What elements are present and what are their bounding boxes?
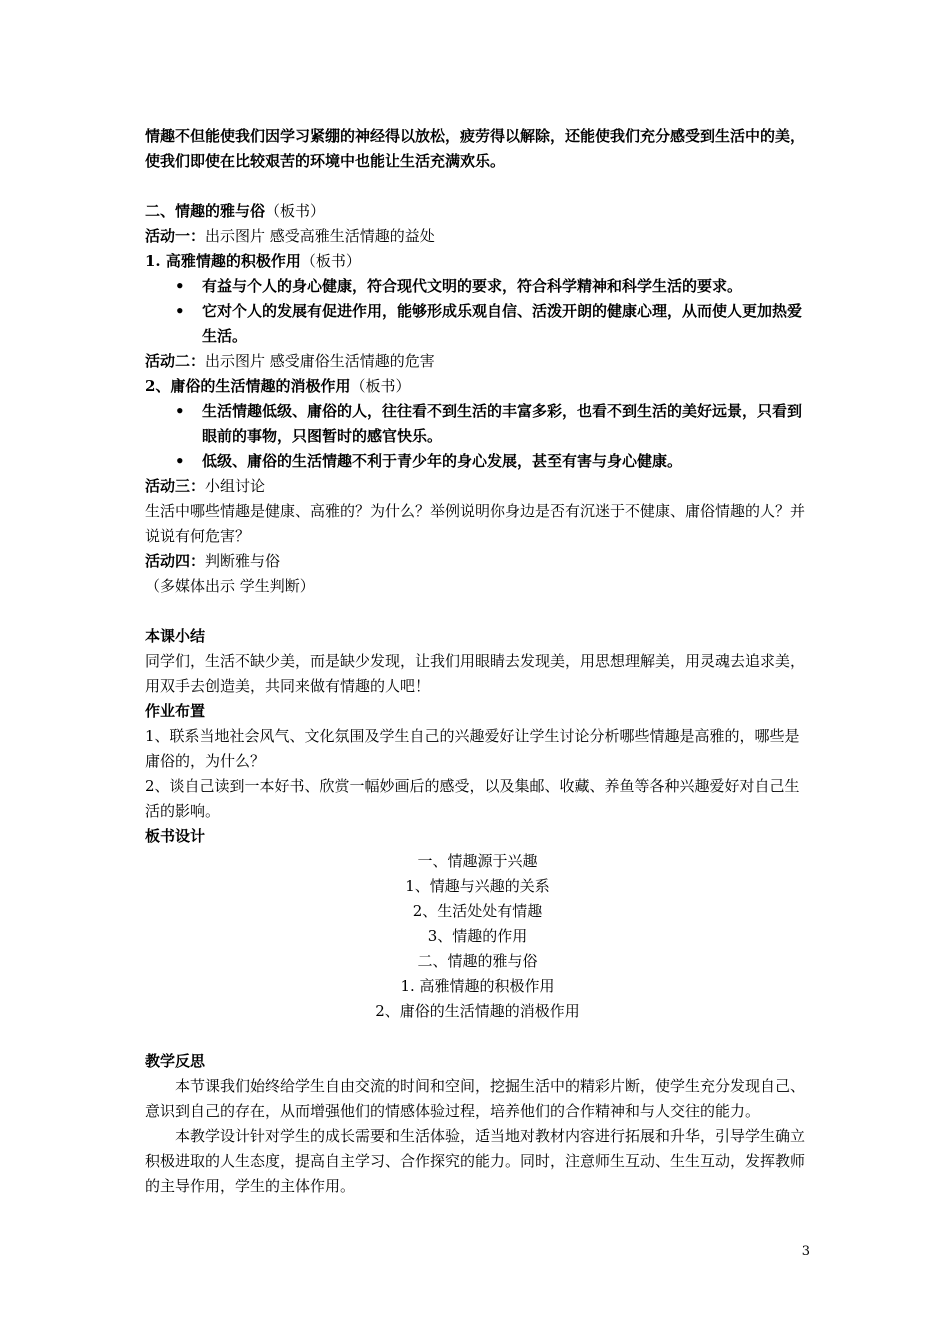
- reflection-heading: 教学反思: [145, 1052, 206, 1070]
- board-line: 二、情趣的雅与俗: [417, 952, 538, 970]
- intro-paragraph: 情趣不但能使我们因学习紧绷的神经得以放松，疲劳得以解除，还能使我们充分感受到生活中的美，使我们即使在比较艰苦的环境中也能让生活充满欢乐。: [145, 127, 806, 170]
- activity-1-label: 活动一：: [145, 227, 206, 245]
- spacer: [145, 1024, 810, 1049]
- point-2: [145, 374, 810, 399]
- list-item-text: 低级、庸俗的生活情趣不利于青少年的身心发展，甚至有害与身心健康。: [202, 452, 683, 470]
- spacer: [145, 599, 810, 624]
- activity-4-note: （多媒体出示 学生判断）: [145, 577, 315, 595]
- list-item-text: 它对个人的发展有促进作用，能够形成乐观自信、活泼开朗的健康心理，从而使人更加热爱生活。: [202, 302, 803, 345]
- page-content: [145, 124, 810, 1199]
- page-number: 3: [801, 1244, 810, 1259]
- board-line: 1. 高雅情趣的积极作用: [400, 977, 555, 995]
- bullet-list-1: [145, 274, 810, 349]
- activity-2-text: 出示图片 感受庸俗生活情趣的危害: [205, 352, 435, 370]
- activity-1-text: 出示图片 感受高雅生活情趣的益处: [205, 227, 435, 245]
- activity-3: [145, 474, 810, 499]
- section2-heading-note: （板书）: [265, 202, 326, 220]
- point-2-title: 2、庸俗的生活情趣的消极作用: [145, 377, 351, 395]
- board-line: 2、生活处处有情趣: [412, 902, 543, 920]
- bullet-list-2: [145, 399, 810, 474]
- board-design: [145, 849, 810, 1024]
- board-line: 2、庸俗的生活情趣的消极作用: [375, 1002, 580, 1020]
- board-line: 1、情趣与兴趣的关系: [405, 877, 550, 895]
- activity-3-text: 小组讨论: [205, 477, 266, 495]
- activity-3-label: 活动三：: [145, 477, 206, 495]
- summary-paragraph: 同学们，生活不缺少美，而是缺少发现，让我们用眼睛去发现美，用思想理解美，用灵魂去追求美，用双手去创造美，共同来做有情趣的人吧！: [145, 652, 806, 695]
- list-item: [145, 274, 810, 299]
- activity-4: [145, 549, 810, 574]
- homework-item: 1、联系当地社会风气、文化氛围及学生自己的兴趣爱好让学生讨论分析哪些情趣是高雅的，哪些是庸俗的，为什么？: [145, 727, 800, 770]
- discussion-paragraph: 生活中哪些情趣是健康、高雅的？为什么？举例说明你身边是否有沉迷于不健康、庸俗情趣的人？并说说有何危害？: [145, 502, 806, 545]
- activity-4-text: 判断雅与俗: [205, 552, 281, 570]
- activity-2-label: 活动二：: [145, 352, 206, 370]
- list-item: [145, 449, 810, 474]
- activity-1: [145, 224, 810, 249]
- homework-heading: 作业布置: [145, 702, 206, 720]
- board-line: 一、情趣源于兴趣: [417, 852, 538, 870]
- point-1-title: 1. 高雅情趣的积极作用: [145, 252, 301, 270]
- summary-heading: 本课小结: [145, 627, 206, 645]
- spacer: [145, 174, 810, 199]
- point-2-note: （板书）: [350, 377, 411, 395]
- activity-2: [145, 349, 810, 374]
- bullet-icon: •: [175, 302, 185, 320]
- board-heading: 板书设计: [145, 827, 206, 845]
- board-line: 3、情趣的作用: [427, 927, 528, 945]
- reflection-paragraph: 本节课我们始终给学生自由交流的时间和空间，挖掘生活中的精彩片断，使学生充分发现自己、意识到自己的存在，从而增强他们的情感体验过程，培养他们的合作精神和与人交往的能力。: [145, 1077, 806, 1120]
- bullet-icon: •: [175, 452, 185, 470]
- section2-heading-text: 二、情趣的雅与俗: [145, 202, 266, 220]
- point-1: [145, 249, 810, 274]
- list-item: [145, 299, 810, 349]
- list-item-text: 有益与个人的身心健康，符合现代文明的要求，符合科学精神和科学生活的要求。: [202, 277, 743, 295]
- section2-heading: [145, 199, 810, 224]
- bullet-icon: •: [175, 402, 185, 420]
- list-item-text: 生活情趣低级、庸俗的人，往往看不到生活的丰富多彩，也看不到生活的美好远景，只看到眼前的事物，只图暂时的感官快乐。: [202, 402, 803, 445]
- reflection-paragraph: 本教学设计针对学生的成长需要和生活体验，适当地对教材内容进行拓展和升华，引导学生确立积极进取的人生态度，提高自主学习、合作探究的能力。同时，注意师生互动、生生互动，发挥教师的主导作用，学生的主体作用。: [145, 1127, 806, 1195]
- activity-4-label: 活动四：: [145, 552, 206, 570]
- point-1-note: （板书）: [300, 252, 361, 270]
- bullet-icon: •: [175, 277, 185, 295]
- list-item: [145, 399, 810, 449]
- homework-item: 2、谈自己读到一本好书、欣赏一幅妙画后的感受，以及集邮、收藏、养鱼等各种兴趣爱好对自己生活的影响。: [145, 777, 800, 820]
